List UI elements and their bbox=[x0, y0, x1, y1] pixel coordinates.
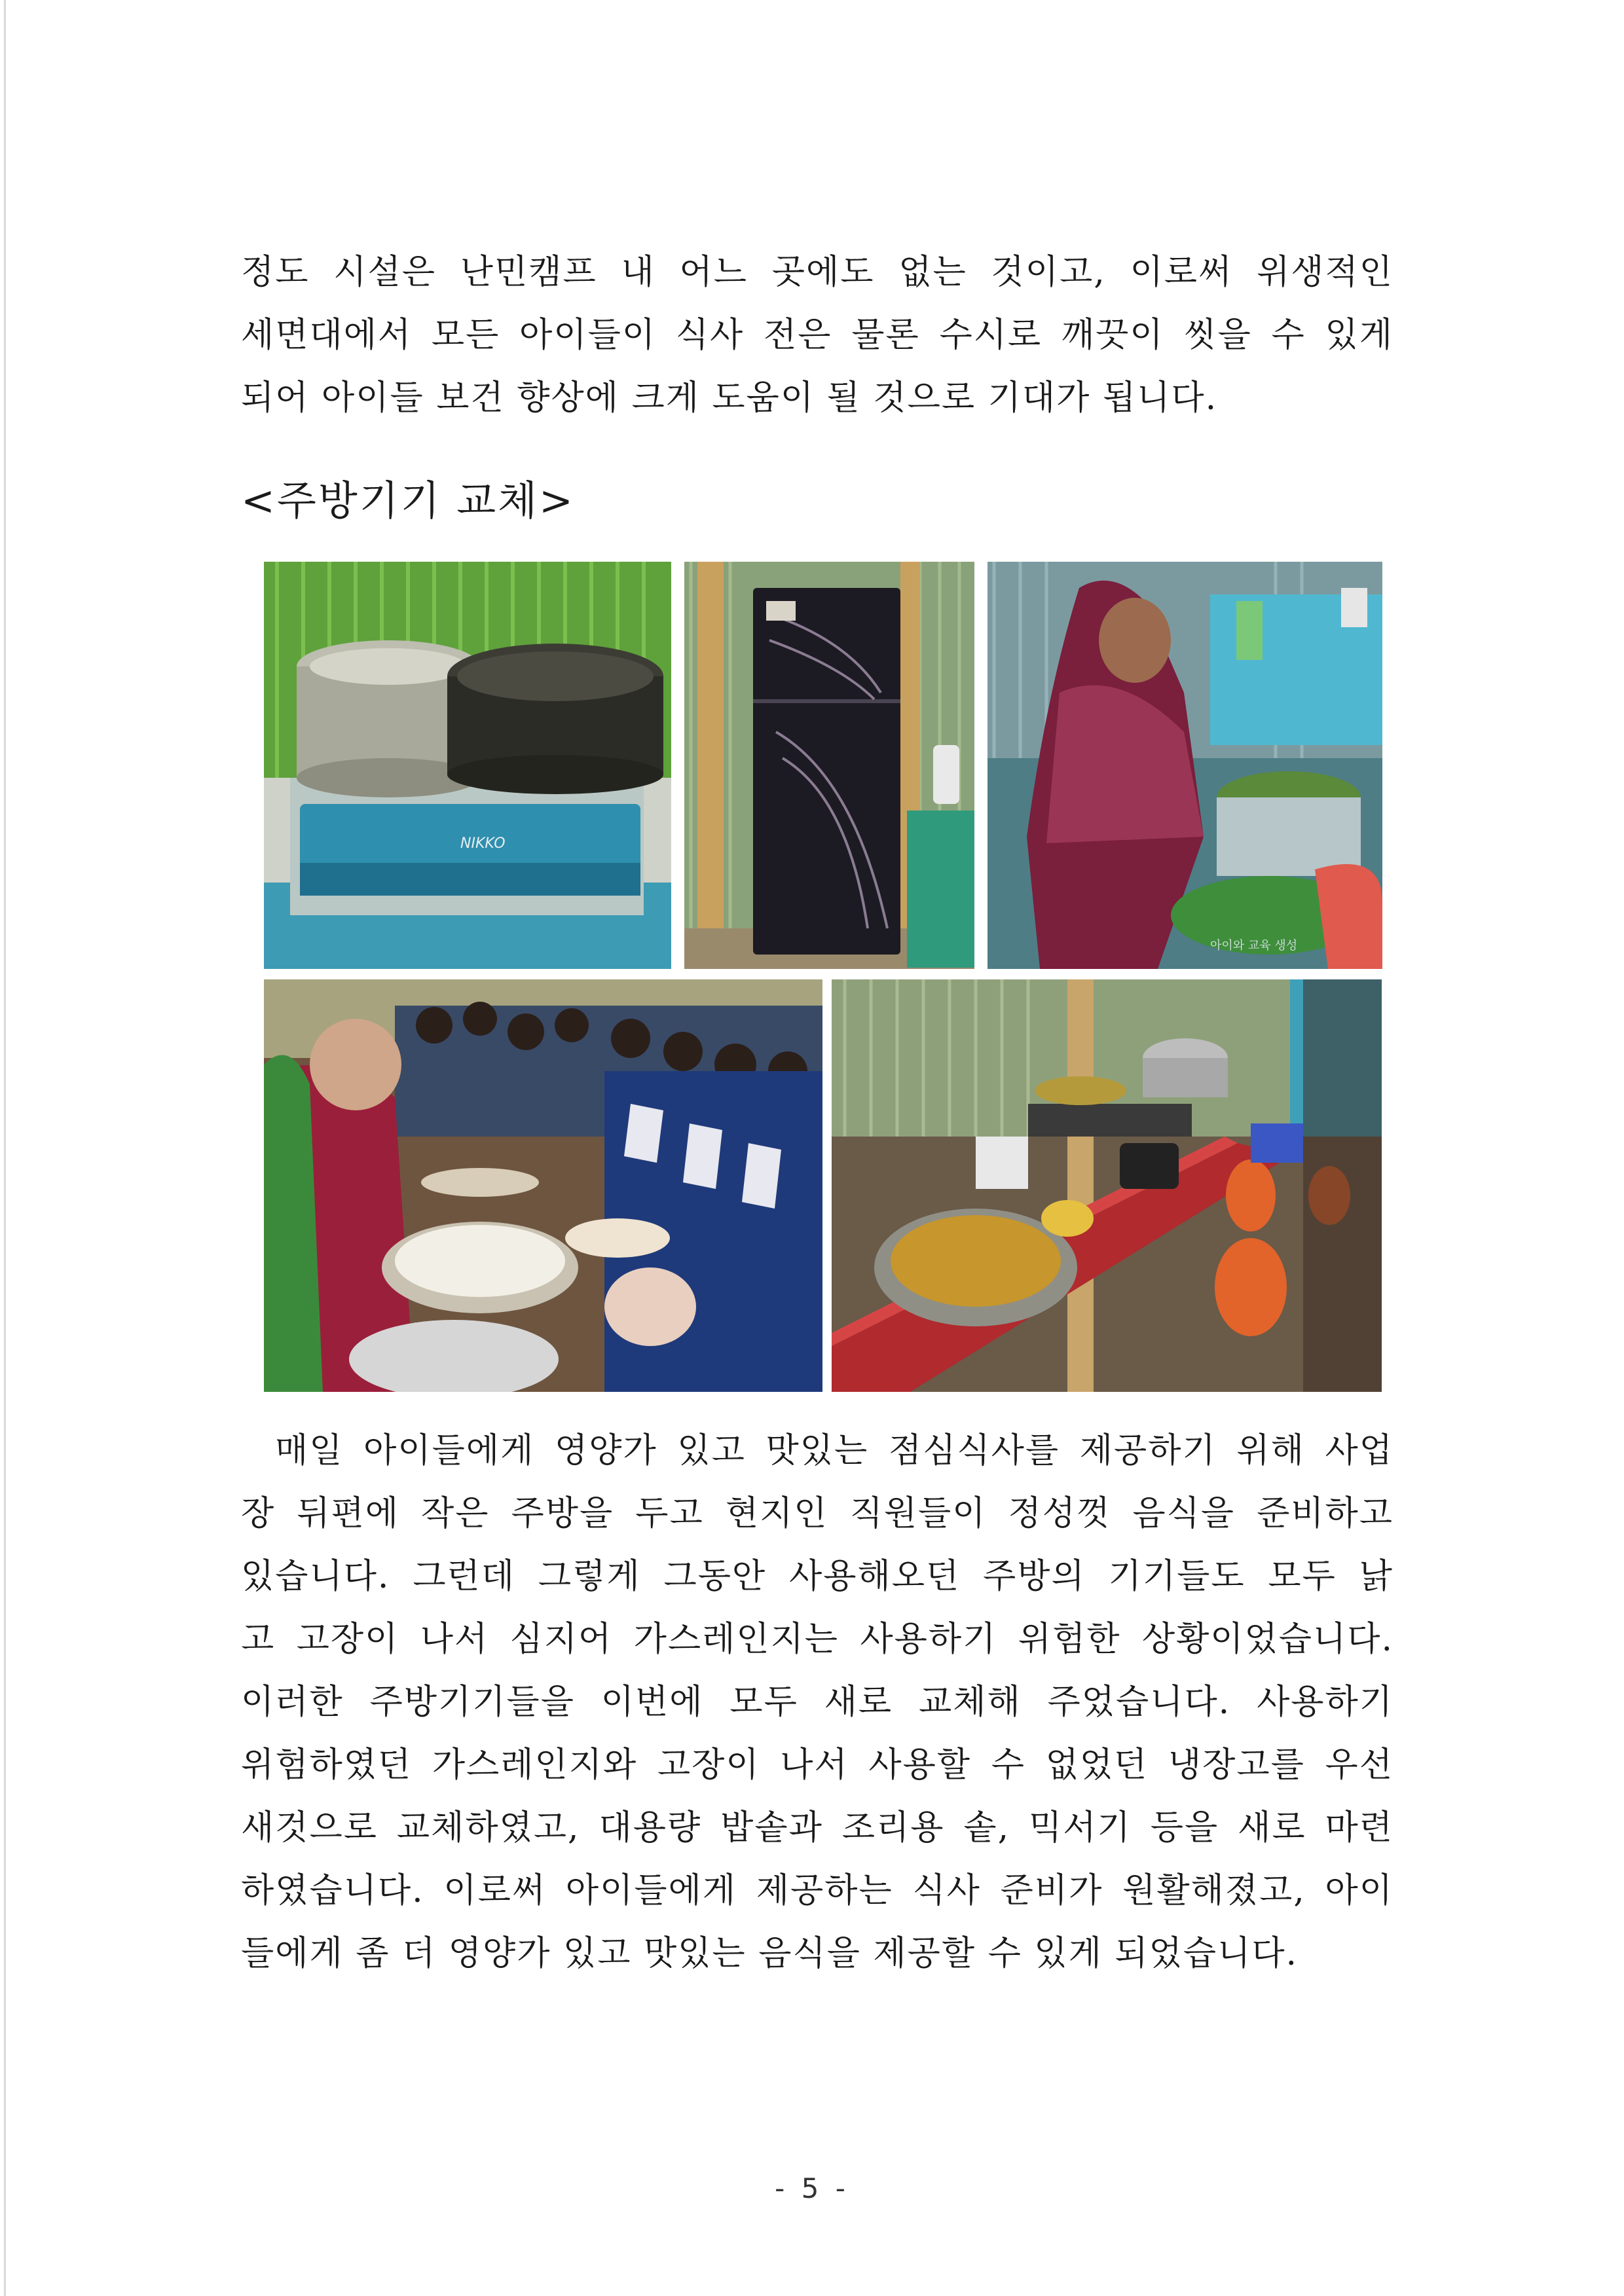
stove-brand-label: NIKKO bbox=[460, 835, 506, 852]
body-line-4: 고 고장이 나서 심지어 가스레인지는 사용하기 위험한 상황이었습니다. bbox=[241, 1620, 1393, 1659]
scan-edge-line bbox=[4, 0, 6, 2296]
body-line-1: 매일 아이들에게 영양가 있고 맛있는 점심식사를 제공하기 위해 사업 bbox=[275, 1431, 1393, 1470]
body-line-7: 새것으로 교체하였고, 대용량 밥솥과 조리용 솥, 믹서기 등을 새로 마련 bbox=[241, 1808, 1393, 1848]
section-heading: <주방기기 교체> bbox=[241, 477, 575, 524]
photo-cooking-staff bbox=[987, 562, 1382, 969]
photo-kitchen-stove-cylinders bbox=[832, 979, 1382, 1392]
intro-line-2: 세면대에서 모든 아이들이 식사 전은 물론 수시로 깨끗이 씻을 수 있게 bbox=[241, 316, 1393, 355]
body-line-8: 하였습니다. 이로써 아이들에게 제공하는 식사 준비가 원활해졌고, 아이 bbox=[241, 1871, 1393, 1910]
photo-gas-stove bbox=[264, 562, 671, 969]
body-line-3: 있습니다. 그런데 그렇게 그동안 사용해오던 주방의 기기들도 모두 낡 bbox=[241, 1557, 1393, 1596]
photo-children-meal bbox=[264, 979, 822, 1392]
photo-watermark: 아이와 교육 생성 bbox=[1210, 939, 1298, 953]
body-line-9: 들에게 좀 더 영양가 있고 맛있는 음식을 제공할 수 있게 되었습니다. bbox=[241, 1934, 1299, 1973]
intro-line-1: 정도 시설은 난민캠프 내 어느 곳에도 없는 것이고, 이로써 위생적인 bbox=[241, 253, 1393, 292]
body-line-2: 장 뒤편에 작은 주방을 두고 현지인 직원들이 정성껏 음식을 준비하고 bbox=[241, 1494, 1393, 1533]
photo-refrigerator bbox=[684, 562, 974, 969]
body-line-5: 이러한 주방기기들을 이번에 모두 새로 교체해 주었습니다. 사용하기 bbox=[241, 1683, 1393, 1722]
body-line-6: 위험하였던 가스레인지와 고장이 나서 사용할 수 없었던 냉장고를 우선 bbox=[241, 1745, 1393, 1785]
page-number: - 5 - bbox=[775, 2172, 849, 2204]
intro-line-3: 되어 아이들 보건 향상에 크게 도움이 될 것으로 기대가 됩니다. bbox=[241, 378, 1218, 418]
